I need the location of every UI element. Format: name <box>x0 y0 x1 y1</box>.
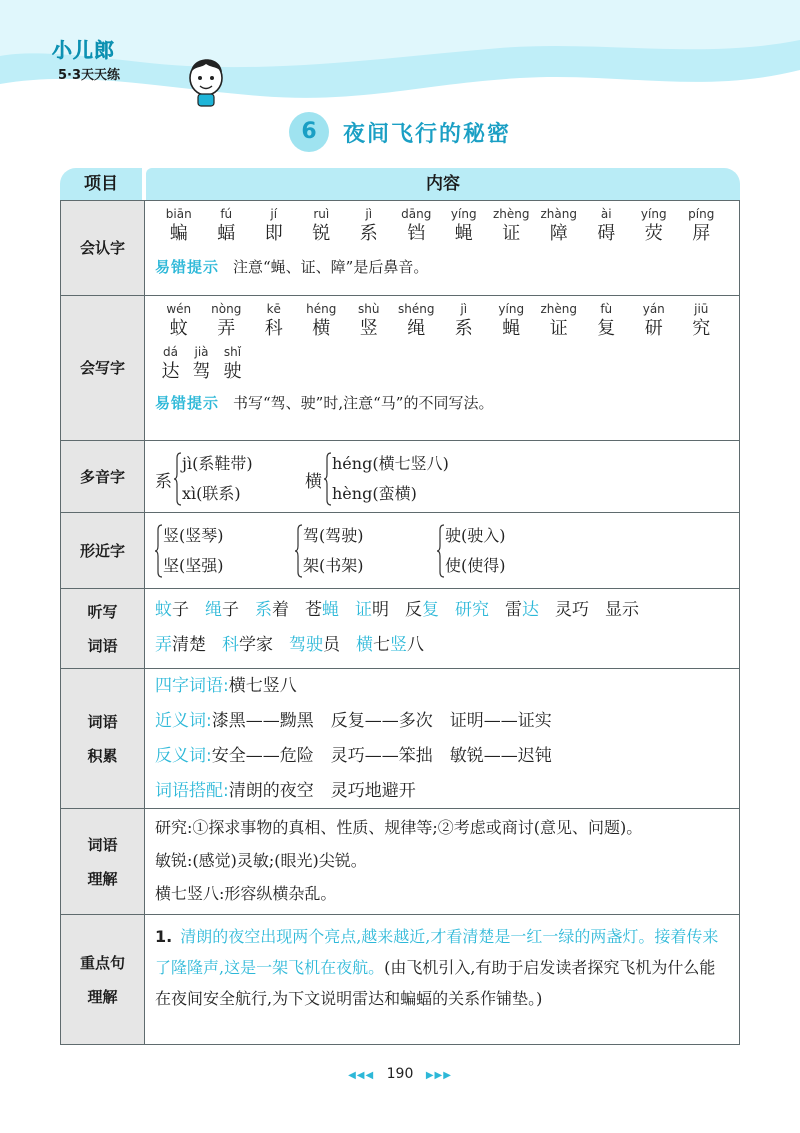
hanzi: 蝇 <box>454 223 473 244</box>
word-part: 七 <box>373 635 390 655</box>
row-label: 多音字 <box>61 441 145 512</box>
left-arrows-icon: ◀◀◀ <box>348 1070 375 1081</box>
term-label: 四字词语: <box>155 676 229 696</box>
pinyin: shǐ <box>223 345 242 359</box>
word-part: 清楚 <box>172 635 206 655</box>
pinyin: shéng <box>398 302 435 316</box>
pinyin-character <box>583 207 631 246</box>
brand-subtitle: 5·3天天练 <box>58 68 121 83</box>
pinyin-character <box>155 345 186 384</box>
hanzi: 系 <box>359 223 378 244</box>
row-label-line: 听写 <box>87 602 118 621</box>
dictation-word <box>605 600 639 620</box>
target-character: 研究 <box>455 600 489 620</box>
hanzi: 究 <box>692 318 711 339</box>
pinyin-character <box>393 207 441 246</box>
row-word-accumulation <box>61 668 739 808</box>
similar-item: 架(书架) <box>303 556 364 575</box>
row-label-line: 理解 <box>87 869 118 888</box>
pinyin: yíng <box>640 207 667 221</box>
row-content <box>145 296 739 440</box>
similar-items <box>303 521 364 581</box>
similar-group <box>155 521 224 581</box>
similar-item: 驾(驾驶) <box>303 526 364 545</box>
pinyin-character <box>678 207 726 246</box>
pinyin: yán <box>642 302 665 316</box>
sentence-number: 1. <box>155 927 173 946</box>
pinyin-character <box>345 302 393 341</box>
pinyin-character <box>155 302 203 341</box>
polyphone-reading: jì(系鞋带) <box>182 454 253 473</box>
brace-icon <box>324 452 332 506</box>
tip-text: 注意“蝇、证、障”是后鼻音。 <box>233 258 429 276</box>
row-write-characters <box>61 295 739 440</box>
tip-text: 书写“驾、驶”时,注意“马”的不同写法。 <box>233 394 494 412</box>
dictation-line <box>155 593 729 628</box>
word-part: 八 <box>407 635 424 655</box>
row-label <box>61 915 145 1044</box>
pinyin: jià <box>194 345 209 359</box>
target-character: 复 <box>422 600 439 620</box>
pinyin-character <box>203 207 251 246</box>
hanzi: 达 <box>161 361 180 382</box>
row-content <box>145 915 739 1044</box>
pinyin: shù <box>358 302 380 316</box>
pinyin: píng <box>688 207 715 221</box>
right-arrows-icon: ▶▶▶ <box>425 1070 452 1081</box>
word-part: 苍 <box>305 600 322 620</box>
error-tip <box>155 392 729 413</box>
term-text: 安全——危险 灵巧——笨拙 敏锐——迟钝 <box>211 746 552 766</box>
dictation-word <box>405 600 439 620</box>
word-part: 子 <box>172 600 189 620</box>
pinyin-character <box>250 302 298 341</box>
term-label: 词语搭配: <box>155 781 229 801</box>
row-key-sentence <box>61 914 739 1044</box>
row-label-line: 词语 <box>87 636 118 655</box>
hanzi: 障 <box>549 223 568 244</box>
pinyin: fù <box>600 302 613 316</box>
hanzi: 驾 <box>192 361 211 382</box>
pinyin: jí <box>270 207 278 221</box>
polyphone-reading: hèng(蛮横) <box>332 484 417 503</box>
hanzi: 证 <box>502 223 521 244</box>
row-label-line: 积累 <box>87 746 118 765</box>
row-word-understanding <box>61 808 739 914</box>
term-text: 横七竖八 <box>228 676 297 696</box>
word-part: 员 <box>323 635 340 655</box>
hanzi: 蝙 <box>169 223 188 244</box>
similar-items <box>445 521 506 581</box>
pinyin: zhèng <box>540 302 577 316</box>
target-character: 蚊 <box>155 600 172 620</box>
pinyin: ài <box>600 207 612 221</box>
pinyin-character <box>583 302 631 341</box>
pinyin: yíng <box>498 302 525 316</box>
pinyin: nòng <box>211 302 242 316</box>
pinyin: kē <box>266 302 281 316</box>
word-part: 学家 <box>239 635 273 655</box>
lesson-title: 夜间飞行的秘密 <box>342 121 511 147</box>
word-part: 雷 <box>505 600 522 620</box>
lesson-heading <box>0 112 800 156</box>
row-label: 会认字 <box>61 201 145 295</box>
content-table <box>60 200 740 1045</box>
target-character: 达 <box>522 600 539 620</box>
hanzi: 系 <box>454 318 473 339</box>
hanzi: 复 <box>597 318 616 339</box>
row-content <box>145 669 739 808</box>
pinyin-character <box>250 207 298 246</box>
pinyin: jì <box>460 302 468 316</box>
hanzi: 证 <box>549 318 568 339</box>
similar-items <box>163 521 224 581</box>
pinyin-character <box>488 207 536 246</box>
dictation-word <box>155 600 189 620</box>
column-header-item: 项目 <box>60 168 142 200</box>
pinyin-character-list <box>155 302 729 341</box>
pinyin: yíng <box>450 207 477 221</box>
dictation-word <box>255 600 289 620</box>
pinyin-character <box>203 302 251 341</box>
hanzi: 研 <box>644 318 663 339</box>
dictation-word <box>222 635 273 655</box>
row-polyphonic-characters <box>61 440 739 512</box>
dictation-word <box>356 635 424 655</box>
hanzi: 锐 <box>312 223 331 244</box>
dictation-word <box>205 600 239 620</box>
brace-icon <box>437 524 445 578</box>
hanzi: 碍 <box>597 223 616 244</box>
pinyin-character <box>155 207 203 246</box>
table-header <box>60 168 740 200</box>
pinyin-character <box>298 207 346 246</box>
dictation-word <box>455 600 489 620</box>
hanzi: 科 <box>264 318 283 339</box>
polyphone-reading: xì(联系) <box>182 484 241 503</box>
similar-group <box>437 521 506 581</box>
term-text: 清朗的夜空 灵巧地避开 <box>228 781 416 801</box>
row-content <box>145 441 739 512</box>
dictation-word <box>305 600 339 620</box>
polyphone-char: 横 <box>305 471 322 492</box>
hanzi: 蝇 <box>502 318 521 339</box>
four-char-words <box>155 669 729 704</box>
pinyin-character <box>186 345 217 384</box>
word-part: 着 <box>272 600 289 620</box>
page-number: 190 <box>386 1066 414 1082</box>
pinyin-character <box>440 302 488 341</box>
word-part: 显示 <box>605 600 639 620</box>
mascot-boy-icon <box>184 52 228 108</box>
dictation-word <box>289 635 340 655</box>
dictation-line <box>155 628 729 663</box>
row-content <box>145 809 739 914</box>
polyphone-char: 系 <box>155 471 172 492</box>
row-content <box>145 513 739 588</box>
similar-item: 使(使得) <box>445 556 506 575</box>
term-text: 漆黑——黝黑 反复——多次 证明——证实 <box>211 711 552 731</box>
polyphone-reading: héng(横七竖八) <box>332 454 449 473</box>
row-label <box>61 669 145 808</box>
target-character: 蝇 <box>322 600 339 620</box>
row-dictation-words <box>61 588 739 668</box>
pinyin-character <box>345 207 393 246</box>
pinyin-character <box>630 302 678 341</box>
row-label: 形近字 <box>61 513 145 588</box>
word-part: 子 <box>222 600 239 620</box>
brace-icon <box>174 452 182 506</box>
similar-item: 坚(坚强) <box>163 556 224 575</box>
hanzi: 竖 <box>359 318 378 339</box>
pinyin: zhàng <box>540 207 577 221</box>
target-character: 横 <box>356 635 373 655</box>
target-character: 驾驶 <box>289 635 323 655</box>
synonyms <box>155 704 729 739</box>
pinyin: wén <box>166 302 192 316</box>
key-sentence-comment: (由飞机引入,有助于启发读者探究飞机为什么能在夜间安全航行,为下文说明雷达和蝙蝠的关系作铺垫。) <box>155 958 716 1008</box>
pinyin: ruì <box>313 207 330 221</box>
pinyin-character <box>535 207 583 246</box>
column-header-content: 内容 <box>146 168 740 200</box>
pinyin: fú <box>220 207 233 221</box>
hanzi: 荧 <box>644 223 663 244</box>
row-label-line: 理解 <box>87 987 118 1006</box>
similar-item: 驶(驶入) <box>445 526 506 545</box>
word-part: 反 <box>405 600 422 620</box>
polyphone-group <box>305 449 449 509</box>
row-label-line: 词语 <box>87 712 118 731</box>
definition-line: 研究:①探求事物的真相、性质、规律等;②考虑或商讨(意见、问题)。 <box>155 818 643 837</box>
similar-group <box>295 521 364 581</box>
tip-label: 易错提示 <box>155 258 220 276</box>
hanzi: 驶 <box>223 361 242 382</box>
brace-icon <box>155 524 163 578</box>
brace-icon <box>295 524 303 578</box>
pinyin-character <box>217 345 248 384</box>
hanzi: 弄 <box>217 318 236 339</box>
pinyin-character <box>393 302 441 341</box>
pinyin: jiū <box>694 302 709 316</box>
hanzi: 屏 <box>692 223 711 244</box>
error-tip <box>155 256 729 277</box>
dictation-word <box>155 635 206 655</box>
row-label-line: 重点句 <box>79 953 125 972</box>
row-label-line: 词语 <box>87 835 118 854</box>
pinyin: biān <box>165 207 192 221</box>
antonyms <box>155 739 729 774</box>
lesson-number-badge: 6 <box>289 112 329 152</box>
hanzi: 铛 <box>407 223 426 244</box>
hanzi: 横 <box>312 318 331 339</box>
definition-line: 横七竖八:形容纵横杂乱。 <box>155 884 337 903</box>
hanzi: 绳 <box>407 318 426 339</box>
dictation-word <box>505 600 539 620</box>
row-label <box>61 809 145 914</box>
word-part: 灵巧 <box>555 600 589 620</box>
pinyin-character <box>488 302 536 341</box>
definition-line: 敏锐:(感觉)灵敏;(眼光)尖锐。 <box>155 851 367 870</box>
pinyin-character <box>535 302 583 341</box>
row-label <box>61 589 145 668</box>
polyphone-group <box>155 449 253 509</box>
target-character: 绳 <box>205 600 222 620</box>
pinyin: jì <box>365 207 373 221</box>
collocations <box>155 774 729 809</box>
row-similar-characters <box>61 512 739 588</box>
pinyin: héng <box>306 302 337 316</box>
pinyin: dá <box>163 345 178 359</box>
pinyin-character <box>630 207 678 246</box>
polyphone-readings <box>182 449 253 509</box>
pinyin-character-list <box>155 207 729 246</box>
word-part: 明 <box>372 600 389 620</box>
brand <box>52 34 182 94</box>
pinyin-character <box>440 207 488 246</box>
hanzi: 即 <box>264 223 283 244</box>
row-label: 会写字 <box>61 296 145 440</box>
polyphone-readings <box>332 449 449 509</box>
pinyin-character <box>678 302 726 341</box>
brand-logo: 小儿郎 <box>52 38 115 62</box>
pinyin-character-list <box>155 345 729 384</box>
key-sentence-quote: 清朗的夜空出现两个亮点,越来越近,才看清楚是一红一绿的两盏灯。接着传来了隆隆声,这是一架飞机在夜航。 <box>155 927 719 977</box>
pinyin-character <box>298 302 346 341</box>
hanzi: 蝠 <box>217 223 236 244</box>
dictation-word <box>555 600 589 620</box>
pinyin: zhèng <box>492 207 530 221</box>
target-character: 系 <box>255 600 272 620</box>
row-recognize-characters <box>61 201 739 295</box>
row-content <box>145 201 739 295</box>
target-character: 科 <box>222 635 239 655</box>
row-content <box>145 589 739 668</box>
dictation-word <box>355 600 389 620</box>
term-label: 近义词: <box>155 711 212 731</box>
target-character: 证 <box>355 600 372 620</box>
target-character: 弄 <box>155 635 172 655</box>
hanzi: 蚊 <box>169 318 188 339</box>
target-character: 竖 <box>390 635 407 655</box>
tip-label: 易错提示 <box>155 394 220 412</box>
page-footer <box>0 1066 800 1082</box>
term-label: 反义词: <box>155 746 212 766</box>
similar-item: 竖(竖琴) <box>163 526 224 545</box>
pinyin: dāng <box>401 207 432 221</box>
